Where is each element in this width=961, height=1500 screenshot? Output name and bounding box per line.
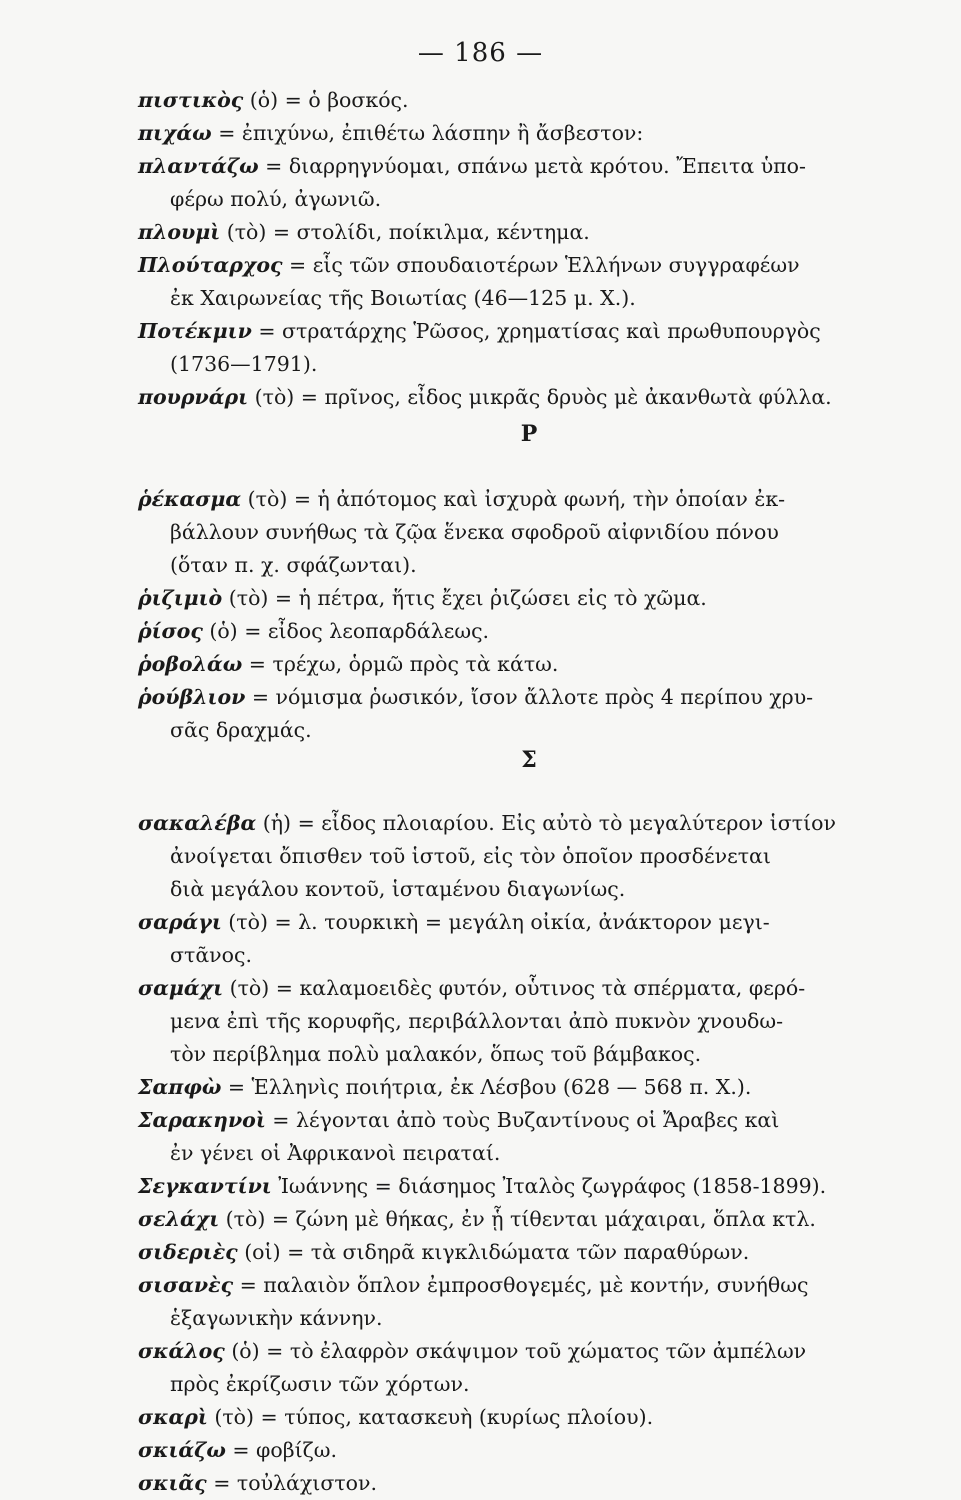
dictionary-entry — [138, 117, 920, 150]
definition: = παλαιὸν ὅπλον ἐμπροσθογεμές, μὲ κοντήν, συνήθως — [233, 1273, 809, 1297]
headword: πιχάω — [138, 121, 212, 145]
dictionary-entry — [138, 84, 920, 117]
dictionary-entry — [138, 1269, 920, 1302]
headword: πλαντάζω — [138, 154, 259, 178]
headword: Σεγκαντίνι — [138, 1174, 272, 1198]
dictionary-entry — [138, 681, 920, 714]
definition: (ὁ) = ὁ βοσκός. — [243, 88, 409, 112]
headword: σκιᾶς — [138, 1471, 207, 1495]
dictionary-entry — [138, 648, 920, 681]
entry-continuation: (ὅταν π. χ. σφάζωνται). — [170, 553, 417, 577]
dictionary-entry — [138, 1434, 920, 1467]
definition: (τὸ) = ζώνη μὲ θήκας, ἐν ᾗ τίθενται μάχαιραι, ὅπλα κτλ. — [219, 1207, 816, 1231]
dictionary-entry — [138, 1170, 920, 1203]
dictionary-entry — [138, 1335, 920, 1368]
definition: = λέγονται ἀπὸ τοὺς Βυζαντίνους οἱ Ἄραβες καὶ — [265, 1108, 780, 1132]
entry-continuation: πρὸς ἐκρίζωσιν τῶν χόρτων. — [170, 1372, 470, 1396]
entry-continuation: ἐκ Χαιρωνείας τῆς Βοιωτίας (46—125 μ. Χ.). — [170, 286, 636, 310]
dictionary-entry — [138, 315, 920, 348]
headword: σκιάζω — [138, 1438, 226, 1462]
headword: σαράγι — [138, 910, 222, 934]
headword: πιστικὸς — [138, 88, 244, 112]
dictionary-entry — [138, 972, 920, 1005]
headword: σελάχι — [138, 1207, 220, 1231]
definition: (οἱ) = τὰ σιδηρᾶ κιγκλιδώματα τῶν παραθύρων. — [237, 1240, 750, 1264]
entry-continuation: βάλλουν συνήθως τὰ ζῷα ἕνεκα σφοδροῦ αἰφνιδίου πόνου — [170, 520, 779, 544]
entry-continuation: σᾶς δραχμάς. — [170, 718, 312, 742]
dictionary-entry — [138, 150, 920, 183]
dictionary-entry — [138, 216, 920, 249]
headword: ῥοβολάω — [138, 652, 243, 676]
definition: = ἐπιχύνω, ἐπιθέτω λάσπην ἢ ἄσβεστον: — [211, 121, 644, 145]
headword: σκαρὶ — [138, 1405, 208, 1429]
dictionary-entry — [138, 807, 920, 840]
dictionary-entry — [138, 1467, 920, 1500]
definition: = τρέχω, ὁρμῶ πρὸς τὰ κάτω. — [242, 652, 559, 676]
definition: = φοβίζω. — [225, 1438, 337, 1462]
definition: = διαρρηγνύομαι, σπάνω μετὰ κρότου. Ἔπειτα ὑπο- — [258, 154, 806, 178]
headword: Σαπφὼ — [138, 1075, 222, 1099]
headword: σακαλέβα — [138, 811, 257, 835]
definition: = τοὐλάχιστον. — [206, 1471, 377, 1495]
definition: (ὁ) = εἶδος λεοπαρδάλεως. — [202, 619, 490, 643]
dictionary-entry — [138, 615, 920, 648]
headword: Σαρακηνοὶ — [138, 1108, 266, 1132]
definition: = εἷς τῶν σπουδαιοτέρων Ἑλλήνων συγγραφέων — [282, 253, 800, 277]
headword: ῥίσος — [138, 619, 203, 643]
dictionary-entry — [138, 483, 920, 516]
definition: = στρατάρχης Ῥῶσος, χρηματίσας καὶ πρωθυπουργὸς — [251, 319, 821, 343]
definition: (τὸ) = τύπος, κατασκευὴ (κυρίως πλοίου). — [207, 1405, 654, 1429]
dictionary-entry — [138, 906, 920, 939]
entry-continuation: διὰ μεγάλου κοντοῦ, ἱσταμένου διαγωνίως. — [170, 877, 626, 901]
headword: πλουμὶ — [138, 220, 221, 244]
headword: Πλούταρχος — [138, 253, 283, 277]
letter-heading-rho: Ρ — [520, 421, 538, 447]
entries-section-p — [138, 84, 920, 414]
entry-continuation: (1736—1791). — [170, 352, 318, 376]
dictionary-entry — [138, 249, 920, 282]
dictionary-entry — [138, 1071, 920, 1104]
headword: σκάλος — [138, 1339, 225, 1363]
definition: = Ἑλληνὶς ποιήτρια, ἐκ Λέσβου (628 — 568 π. Χ.). — [221, 1075, 752, 1099]
letter-heading-sigma: Σ — [521, 747, 537, 773]
headword: σαμάχι — [138, 976, 224, 1000]
dictionary-entry — [138, 1104, 920, 1137]
definition: (τὸ) = στολίδι, ποίκιλμα, κέντημα. — [220, 220, 590, 244]
dictionary-entry — [138, 381, 920, 414]
entry-continuation: μενα ἐπὶ τῆς κορυφῆς, περιβάλλονται ἀπὸ πυκνὸν χνουδω- — [170, 1009, 784, 1033]
headword: ῥιζιμιὸ — [138, 586, 223, 610]
entry-continuation: ἀνοίγεται ὄπισθεν τοῦ ἱστοῦ, εἰς τὸν ὁποῖον προσδένεται — [170, 844, 771, 868]
dictionary-entry — [138, 582, 920, 615]
definition: (ἡ) = εἶδος πλοιαρίου. Εἰς αὐτὸ τὸ μεγαλύτερον ἱστίον — [256, 811, 836, 835]
dictionary-entry — [138, 1203, 920, 1236]
definition: = νόμισμα ῥωσικόν, ἴσον ἄλλοτε πρὸς 4 περίπου χρυ- — [245, 685, 814, 709]
entry-continuation: στᾶνος. — [170, 943, 252, 967]
entry-continuation: τὸν περίβλημα πολὺ μαλακόν, ὅπως τοῦ βάμβακος. — [170, 1042, 702, 1066]
entries-section-s — [138, 807, 920, 1500]
definition: (τὸ) = καλαμοειδὲς φυτόν, οὗτινος τὰ σπέρματα, φερό- — [223, 976, 806, 1000]
headword: Ποτέκμιν — [138, 319, 252, 343]
entry-continuation: ἑξαγωνικὴν κάννην. — [170, 1306, 383, 1330]
definition: Ἰωάννης = διάσημος Ἰταλὸς ζωγράφος (1858-1899). — [271, 1174, 827, 1198]
headword: ῥέκασμα — [138, 487, 242, 511]
definition: (τὸ) = ἡ ἀπότομος καὶ ἰσχυρὰ φωνή, τὴν ὁποίαν ἐκ- — [241, 487, 786, 511]
entry-continuation: ἐν γένει οἱ Ἀφρικανοὶ πειραταί. — [170, 1141, 501, 1165]
definition: (τὸ) = ἡ πέτρα, ἥτις ἔχει ῥιζώσει εἰς τὸ χῶμα. — [222, 586, 707, 610]
headword: σιδεριὲς — [138, 1240, 238, 1264]
dictionary-entry — [138, 1236, 920, 1269]
entry-continuation: φέρω πολύ, ἀγωνιῶ. — [170, 187, 382, 211]
entries-section-r — [138, 483, 920, 747]
headword: πουρνάρι — [138, 385, 249, 409]
definition: (ὁ) = τὸ ἐλαφρὸν σκάψιμον τοῦ χώματος τῶν ἀμπέλων — [224, 1339, 807, 1363]
definition: (τὸ) = πρῖνος, εἶδος μικρᾶς δρυὸς μὲ ἀκανθωτὰ φύλλα. — [248, 385, 832, 409]
definition: (τὸ) = λ. τουρκικὴ = μεγάλη οἰκία, ἀνάκτορον μεγι- — [221, 910, 770, 934]
headword: σισανὲς — [138, 1273, 234, 1297]
page-number: — 186 — — [417, 38, 544, 68]
headword: ῥούβλιον — [138, 685, 246, 709]
dictionary-entry — [138, 1401, 920, 1434]
